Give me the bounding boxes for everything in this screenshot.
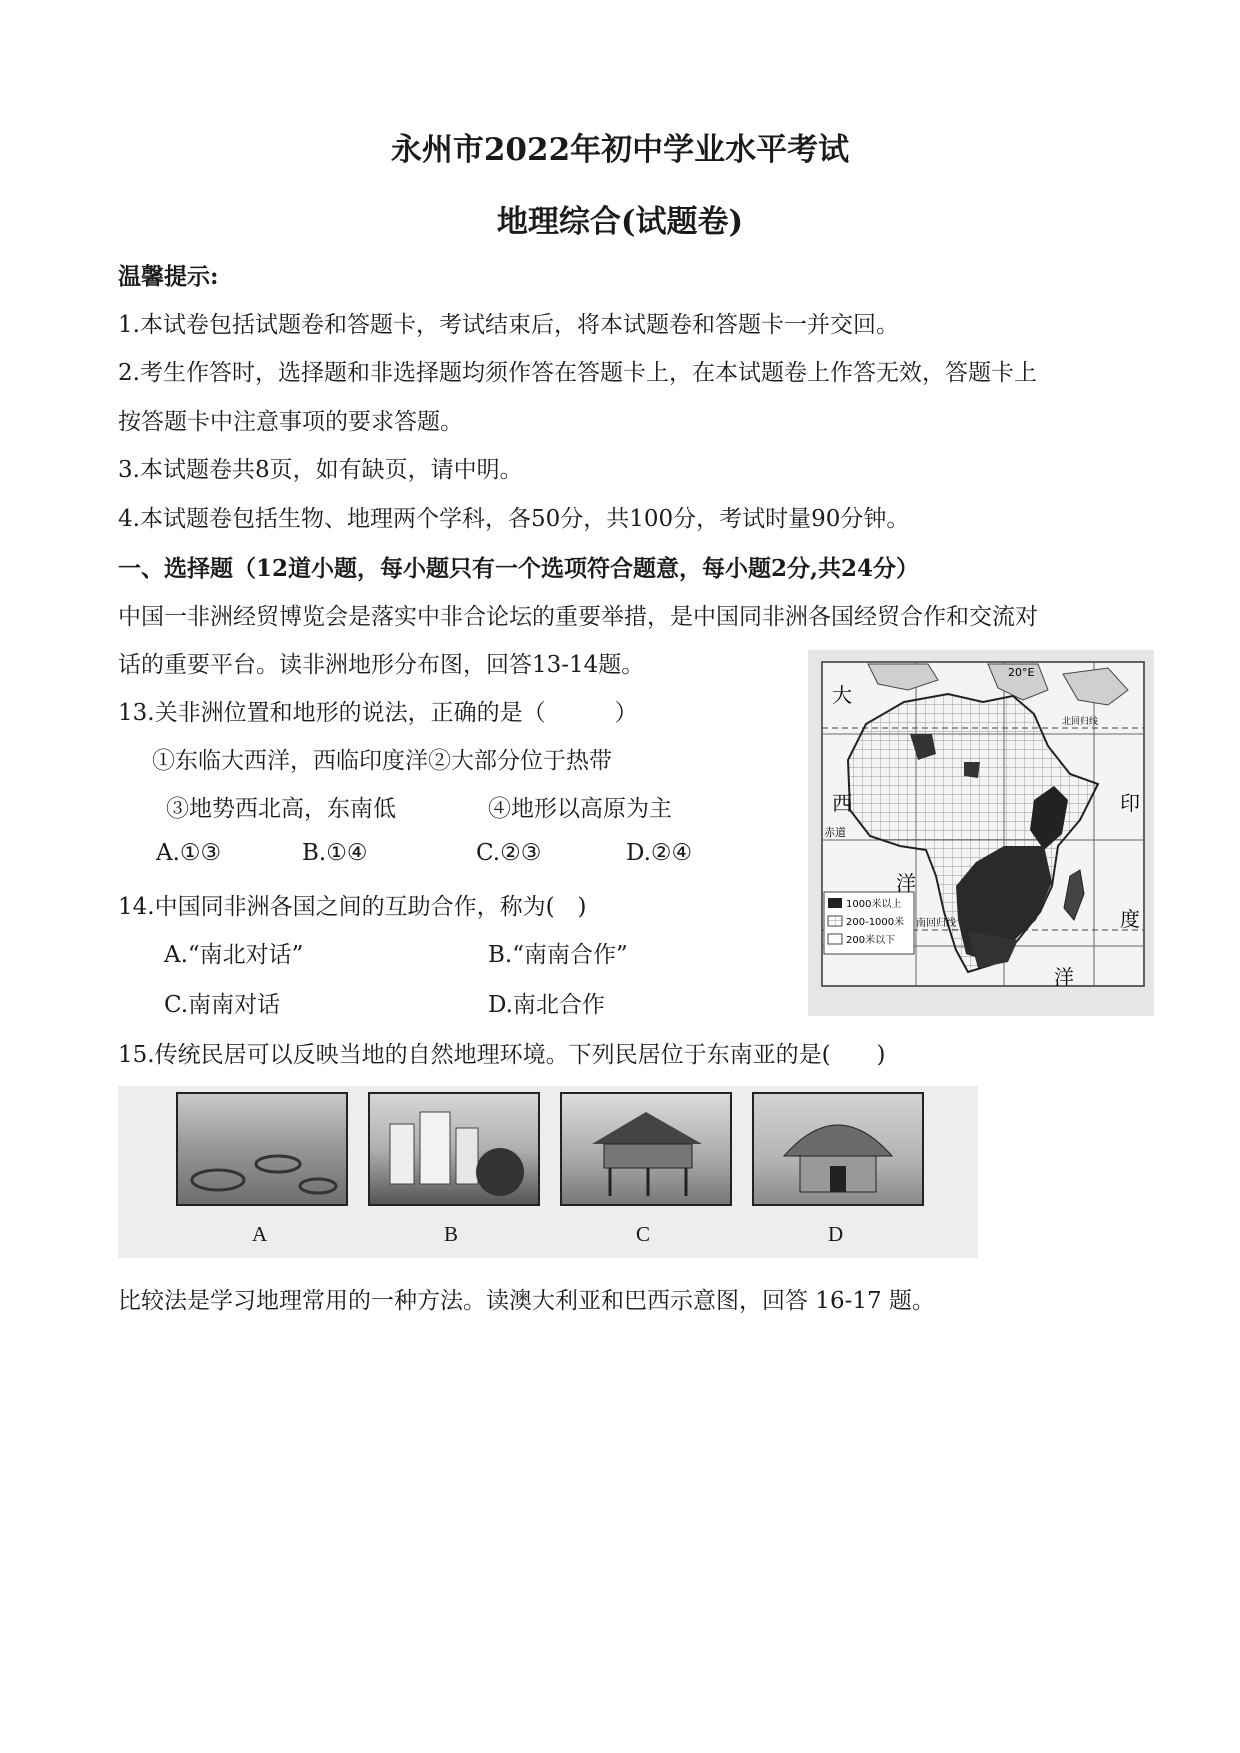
- south-tropic-label: 南回归线: [916, 918, 956, 929]
- photo-label-b: B: [444, 1222, 459, 1246]
- q14-option-a: A.“南北对话”: [164, 942, 304, 968]
- tips-heading: 温馨提示:: [118, 263, 219, 290]
- tip-item: 按答题卡中注意事项的要求答题。: [118, 409, 463, 435]
- section-heading: 一、选择题（12道小题，每小题只有一个选项符合题意，每小题2分,共24分）: [118, 555, 920, 582]
- stilt-house-illustration: [562, 1094, 730, 1204]
- photo-d-round-hut: [752, 1092, 924, 1206]
- q13-option-a: A.①③: [156, 840, 222, 866]
- north-tropic-label: 北回归线: [1062, 717, 1099, 727]
- q14-option-c: C.南南对话: [164, 992, 281, 1018]
- exam-subtitle: 地理综合(试题卷): [496, 204, 744, 240]
- q15-photo-strip: [118, 1086, 978, 1258]
- legend-label: 200米以下: [846, 935, 896, 946]
- equator-label: 赤道: [824, 826, 846, 839]
- q13-option-d: D.②④: [626, 840, 693, 866]
- africa-map-graphic: [808, 650, 1154, 1016]
- legend-label: 1000米以上: [846, 899, 902, 910]
- q14-option-b: B.“南南合作”: [488, 942, 628, 968]
- q13-option-b: B.①④: [302, 840, 368, 866]
- legend-swatch-high: [828, 898, 842, 908]
- africa-terrain-map: [808, 650, 1154, 1016]
- ocean-label: 洋: [896, 871, 916, 895]
- photo-b-mud-towers: [368, 1092, 540, 1206]
- legend-swatch-low: [828, 934, 842, 944]
- ocean-label: 印: [1120, 791, 1140, 815]
- tip-item: 2.考生作答时，选择题和非选择题均须作答在答题卡上，在本试题卷上作答无效，答题卡上: [118, 360, 1037, 386]
- q13-option-c: C.②③: [476, 840, 542, 866]
- q15-stem: 15.传统民居可以反映当地的自然地理环境。下列民居位于东南亚的是( ): [118, 1042, 886, 1068]
- tip-item: 3.本试题卷共8页，如有缺页，请中明。: [118, 457, 523, 483]
- intro-text: 中国一非洲经贸博览会是落实中非合论坛的重要举措，是中国同非洲各国经贸合作和交流对: [118, 604, 1038, 630]
- longitude-label: 20°E: [1008, 666, 1035, 679]
- legend-swatch-mid: [828, 916, 842, 926]
- q14-stem: 14.中国同非洲各国之间的互助合作，称为( ): [118, 894, 587, 920]
- ocean-label: 度: [1120, 907, 1140, 931]
- ocean-label: 大: [832, 683, 852, 707]
- q13-statement: ③地势西北高，东南低: [166, 796, 396, 822]
- photo-c-stilt-house: [560, 1092, 732, 1206]
- photo-a-tulou: [176, 1092, 348, 1206]
- legend-label: 200-1000米: [846, 917, 905, 928]
- ocean-label: 洋: [1054, 965, 1074, 989]
- intro-16-17: 比较法是学习地理常用的一种方法。读澳大利亚和巴西示意图，回答 16-17 题。: [118, 1288, 935, 1314]
- q13-stem: 13.关非洲位置和地形的说法，正确的是（ ）: [118, 700, 638, 726]
- exam-title: 永州市2022年初中学业水平考试: [390, 132, 850, 168]
- q13-statement: ①东临大西洋，西临印度洋②大部分位于热带: [152, 748, 612, 774]
- towers-illustration: [370, 1094, 538, 1204]
- photo-label-a: A: [252, 1222, 268, 1246]
- q14-option-d: D.南北合作: [488, 992, 605, 1018]
- intro-text: 话的重要平台。读非洲地形分布图，回答13-14题。: [118, 652, 645, 678]
- photo-label-d: D: [828, 1222, 844, 1246]
- ocean-label: 西: [832, 791, 852, 815]
- photo-label-c: C: [636, 1222, 651, 1246]
- tip-item: 1.本试卷包括试题卷和答题卡，考试结束后，将本试题卷和答题卡一并交回。: [118, 312, 899, 338]
- q13-statement: ④地形以高原为主: [488, 796, 672, 822]
- round-hut-illustration: [754, 1094, 922, 1204]
- tulou-illustration: [178, 1094, 346, 1204]
- tip-item: 4.本试题卷包括生物、地理两个学科，各50分，共100分，考试时量90分钟。: [118, 506, 910, 532]
